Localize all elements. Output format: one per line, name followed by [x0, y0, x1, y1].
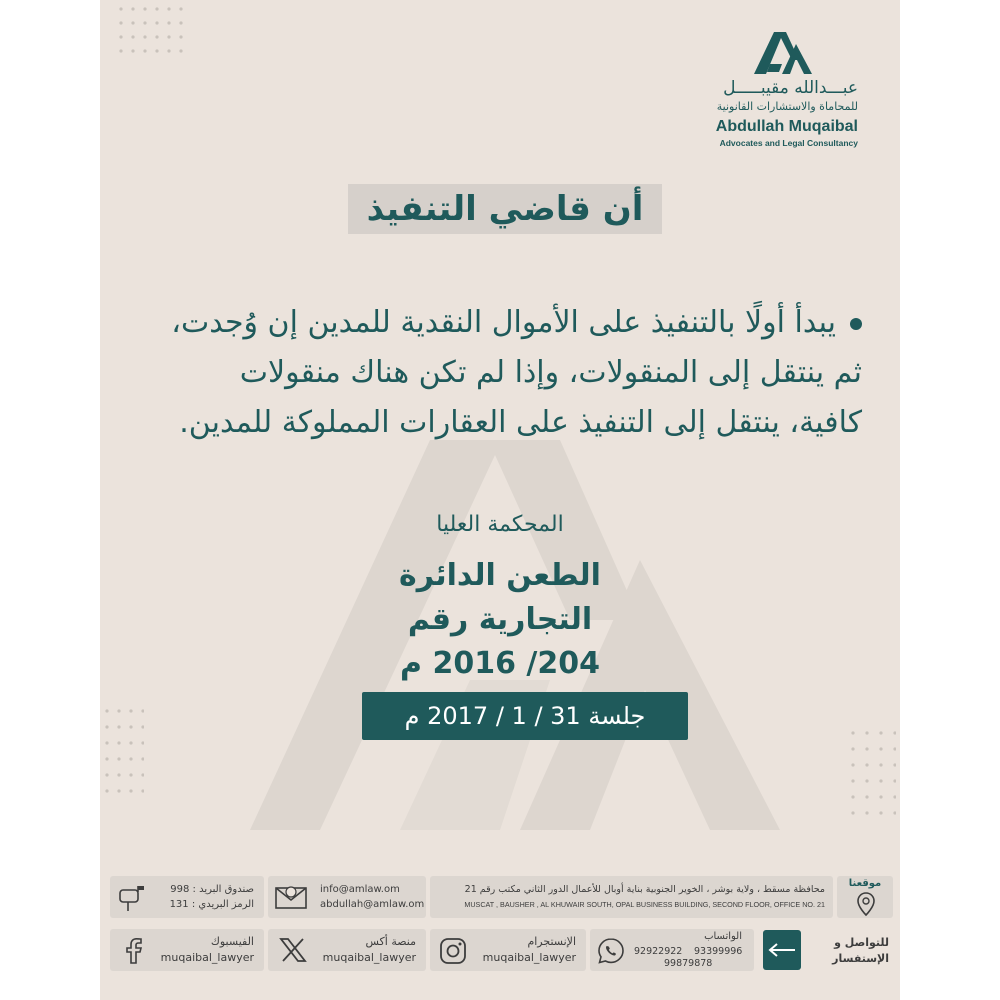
- whatsapp-icon[interactable]: [596, 936, 626, 966]
- address-en: MUSCAT , BAUSHER , AL KHUWAIR SOUTH, OPAL BUSINESS BUILDING, SECOND FLOOR, OFFICE NO. 21: [464, 900, 825, 909]
- brand-name-ar: عبـــدالله مقيبـــــل: [723, 78, 858, 98]
- case-line-3: 204/ 2016 م: [400, 646, 600, 681]
- phone-1[interactable]: 92922922: [634, 946, 683, 957]
- location-panel: [837, 876, 893, 918]
- x-label: منصة أكس: [365, 935, 416, 948]
- instagram-label: الإنستجرام: [527, 935, 576, 948]
- x-handle[interactable]: muqaibal_lawyer: [322, 951, 416, 964]
- body-line-1: يبدأ أولًا بالتنفيذ على الأموال النقدية للمدين إن وُجدت،: [142, 298, 862, 348]
- facebook-label: الفيسبوك: [210, 935, 254, 948]
- page-title: أن قاضي التنفيذ: [348, 184, 662, 234]
- arrow-left-icon: [767, 942, 797, 958]
- contact-label-line-2: الإستفسار: [832, 952, 889, 965]
- email-panel: [268, 876, 426, 918]
- contact-arrow-button[interactable]: [763, 930, 801, 970]
- contact-label-line-1: للتواصل و: [834, 936, 889, 949]
- location-label: موقعنا: [848, 878, 882, 889]
- court-name: المحكمة العليا: [436, 512, 564, 537]
- email-link-1[interactable]: info@amlaw.om: [320, 884, 400, 895]
- session-date-badge: جلسة 31 / 1 / 2017 م: [362, 692, 688, 740]
- email-icon: [274, 882, 308, 912]
- whatsapp-label: الواتساب: [704, 931, 742, 942]
- instagram-panel[interactable]: [430, 929, 586, 971]
- location-pin-icon[interactable]: [856, 891, 876, 917]
- instagram-handle[interactable]: muqaibal_lawyer: [482, 951, 576, 964]
- poster: [100, 0, 900, 1000]
- phone-3[interactable]: 99879878: [664, 958, 713, 969]
- whatsapp-panel[interactable]: [590, 929, 754, 971]
- instagram-icon[interactable]: [438, 936, 468, 966]
- brand-subtitle-en: Advocates and Legal Consultancy: [719, 138, 858, 148]
- contact-label-panel: [805, 929, 893, 971]
- brand-name-en: Abdullah Muqaibal: [715, 118, 858, 135]
- address-ar: محافظة مسقط ، ولاية بوشر ، الخوير الجنوبية بناية أوبال للأعمال الدور الثاني مكتب رقم 21: [464, 884, 825, 895]
- x-icon[interactable]: [278, 936, 308, 964]
- brand-mark-icon: [752, 28, 820, 76]
- watermark-logo: [100, 0, 900, 1000]
- facebook-handle[interactable]: muqaibal_lawyer: [160, 951, 254, 964]
- case-line-2: التجارية رقم: [407, 602, 593, 637]
- po-box-text: صندوق البريد : 998: [170, 884, 254, 895]
- facebook-panel[interactable]: [110, 929, 264, 971]
- address-panel: [430, 876, 833, 918]
- case-line-1: الطعن الدائرة: [399, 558, 601, 593]
- legal-principle-text: [142, 298, 862, 448]
- bullet-icon: [850, 318, 862, 330]
- dot-pattern-top: [118, 6, 184, 62]
- x-panel[interactable]: [268, 929, 426, 971]
- body-line-2: ثم ينتقل إلى المنقولات، وإذا لم تكن هناك منقولات: [239, 355, 862, 390]
- dot-pattern-left: [104, 708, 144, 798]
- postal-code-text: الرمز البريدي : 131: [169, 899, 254, 910]
- brand-subtitle-ar: للمحاماة والاستشارات القانونية: [716, 100, 858, 113]
- po-box-panel: [110, 876, 264, 918]
- phone-2[interactable]: 93399996: [694, 946, 743, 957]
- email-link-2[interactable]: abdullah@amlaw.om: [320, 899, 425, 910]
- dot-pattern-right: [850, 730, 896, 820]
- mailbox-icon: [116, 882, 146, 912]
- facebook-icon[interactable]: [122, 937, 144, 965]
- body-line-3: كافية، ينتقل إلى التنفيذ على العقارات المملوكة للمدين.: [179, 405, 862, 440]
